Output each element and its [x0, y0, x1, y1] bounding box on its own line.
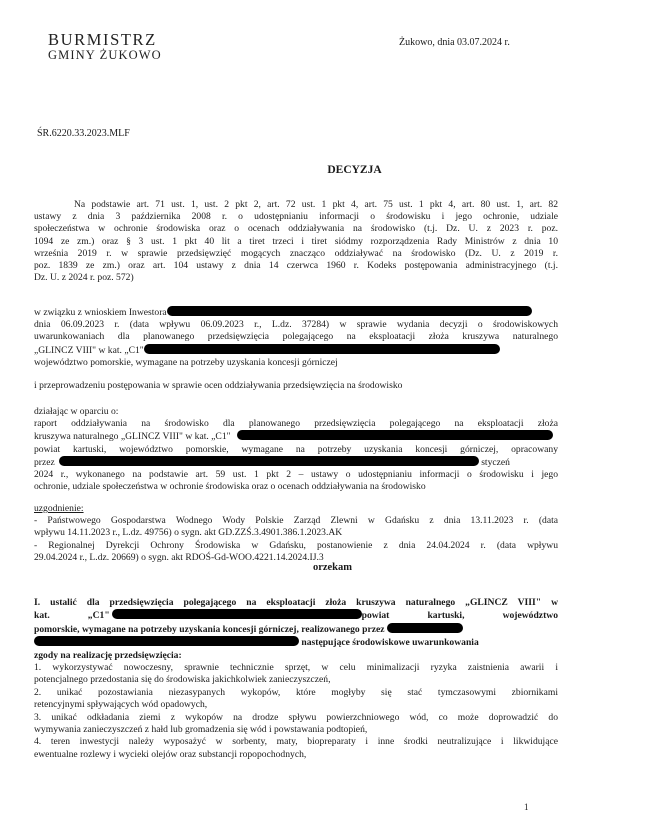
case-number: ŚR.6220.33.2023.MLF	[37, 128, 130, 139]
agreements-label: uzgodnienie:	[34, 503, 84, 514]
redaction-bar	[387, 623, 463, 633]
condition-item: 3. unikać odkładania ziemi z wykopów na drodze spływu powierzchniowego wód, co może doprowadzić do	[34, 711, 558, 723]
document-title: DECYZJA	[327, 164, 382, 176]
page-number: 1	[524, 802, 529, 812]
authority-municipality: GMINY ŻUKOWO	[48, 48, 162, 62]
legal-basis-paragraph: Na podstawie art. 71 ust. 1, ust. 2 pkt 2, art. 72 ust. 1 pkt 4, art. 75 ust. 1 pkt 4, art. 80 ust. 1, art. 82 ustawy z dnia 3 października 2008 r. o udostępnianiu informacji o środowisku i jego ochronie, udziale społeczeństwa w ochronie środowiska oraz o ocenach oddziaływania na środowisko (t.j. Dz. U. z 2023 r. poz. 1094 ze zm.) oraz § 3 ust. 1 pkt 40 lit a tiret trzeci i tiret siódmy rozporządzenia Rady Ministrów z dnia 10 września 2019 r. w sprawie przedsięwzięć mogących znacząco oddziaływać na środowisko (Dz. U. z 2019 r. poz. 1839 ze zm.) oraz art. 104 ustawy z dnia 14 czerwca 1960 r. Kodeks postępowania administracyjnego (t.j. Dz. U. z 2024 r. poz. 572)	[34, 199, 558, 284]
procedure-paragraph: i przeprowadzeniu postępowania w sprawie ocen oddziaływania przedsięwzięcia na środowisko	[34, 380, 403, 391]
redaction-bar	[237, 430, 553, 440]
redaction-bar	[112, 609, 362, 619]
redaction-bar	[144, 344, 500, 354]
condition-item: 2. unikać pozostawiania niezasypanych wykopów, które mogłyby się stać tymczasowymi zbiornikami	[34, 686, 558, 698]
condition-item: 1. wykorzystywać nowoczesny, sprawnie technicznie sprzęt, w celu minimalizacji ryzyka zaistnienia awarii i	[34, 662, 558, 674]
authority-name: BURMISTRZ	[48, 30, 157, 49]
place-and-date: Żukowo, dnia 03.07.2024 r.	[399, 37, 510, 48]
redaction-bar	[59, 456, 479, 466]
redaction-bar	[167, 306, 532, 316]
ruling-section: I. ustalić dla przedsięwzięcia polegającego na eksploatacji złoża kruszywa naturalnego „GLINCZ VIII" w kat. „C1" powiat kartuski, województwo pomorskie, wymagane na potrzeby uzyskania koncesji górniczej, realizowanego przez następujące środowiskowe uwarunkowania zgody na realizację przedsięwzięcia: 1. wykorzystywać nowoczesny, sprawnie technicznie sprzęt, w celu minimalizacji ryzyka zaistnienia awarii i potencjalnego przedostania się do środowiska jakichkolwiek zanieczyszczeń, 2. unikać pozostawiania niezasypanych wykopów, które mogłyby się stać tymczasowymi zbiornikami retencyjnymi spływających wód opadowych, 3. unikać odkładania ziemi z wykopów na drodze spływu powierzchniowego wód, co może doprowadzić do wymywania zanieczyszczeń z hałd lub gromadzenia się wód i powstawania podtopień, 4. teren inwestycji należy wyposażyć w sorbenty, maty, biopreparaty i inne środki neutralizujące i likwidujące ewentualne rozlewy i wycieki olejów oraz substancji ropopochodnych,	[34, 597, 558, 760]
agreements-section: uzgodnienie: - Państwowego Gospodarstwa Wodnego Wody Polskie Zarząd Zlewni w Gdańsku z dnia 13.11.2023 r. (data wpływu 14.11.2023 r., L.dz. 49756) o sygn. akt GD.ZZŚ.3.4901.386.1.2023.AK - Regionalnej Dyrekcji Ochrony Środowiska w Gdańsku, postanowienie z dnia 24.04.2024 r. (data wpływu 29.04.2024 r., L.dz. 20669) o sygn. akt RDOŚ-Gd-WOO.4221.14.2024.IJ.3	[34, 503, 558, 563]
condition-item: 4. teren inwestycji należy wyposażyć w sorbenty, maty, biopreparaty i inne środki neutralizujące i likwidujące	[34, 736, 558, 748]
redaction-bar	[34, 636, 299, 646]
condition-list: 1. wykorzystywać nowoczesny, sprawnie technicznie sprzęt, w celu minimalizacji ryzyka zaistnienia awarii i potencjalnego przedostania się do środowiska jakichkolwiek zanieczyszczeń, 2. unikać pozostawiania niezasypanych wykopów, które mogłyby się stać tymczasowymi zbiornikami retencyjnymi spływających wód opadowych, 3. unikać odkładania ziemi z wykopów na drodze spływu powierzchniowego wód, co może doprowadzić do wymywania zanieczyszczeń z hałd lub gromadzenia się wód i powstawania podtopień, 4. teren inwestycji należy wyposażyć w sorbenty, maty, biopreparaty i inne środki neutralizujące i likwidujące ewentualne rozlewy i wycieki olejów oraz substancji ropopochodnych,	[34, 662, 558, 760]
ruling-heading: orzekam	[312, 562, 353, 573]
application-paragraph: w związku z wnioskiem Inwestora dnia 06.09.2023 r. (data wpływu 06.09.2023 r., L.dz. 37284) w sprawie wydania decyzji o środowiskowych uwarunkowaniach dla planowanego przedsięwzięcia polegającego na eksploatacji złoża kruszywa naturalnego „GLINCZ VIII" w kat. „C1" województwo pomorskie, wymagane na potrzeby uzyskania koncesji górniczej	[34, 307, 558, 368]
based-on-paragraph: działając w oparciu o: raport oddziaływania na środowisko dla planowanego przedsięwzięcia polegającego na eksploatacji złoża kruszywa naturalnego „GLINCZ VIII" w kat. „C1" powiat kartuski, województwo pomorskie, wymagane na potrzeby uzyskania koncesji górniczej, opracowany przez styczeń 2024 r., wykonanego na podstawie art. 59 ust. 1 pkt 2 – ustawy o udostępnianiu informacji o środowisku i jego ochronie, udziale społeczeństwa w ochronie środowiska oraz o ocenach oddziaływania na środowisko	[34, 406, 558, 493]
